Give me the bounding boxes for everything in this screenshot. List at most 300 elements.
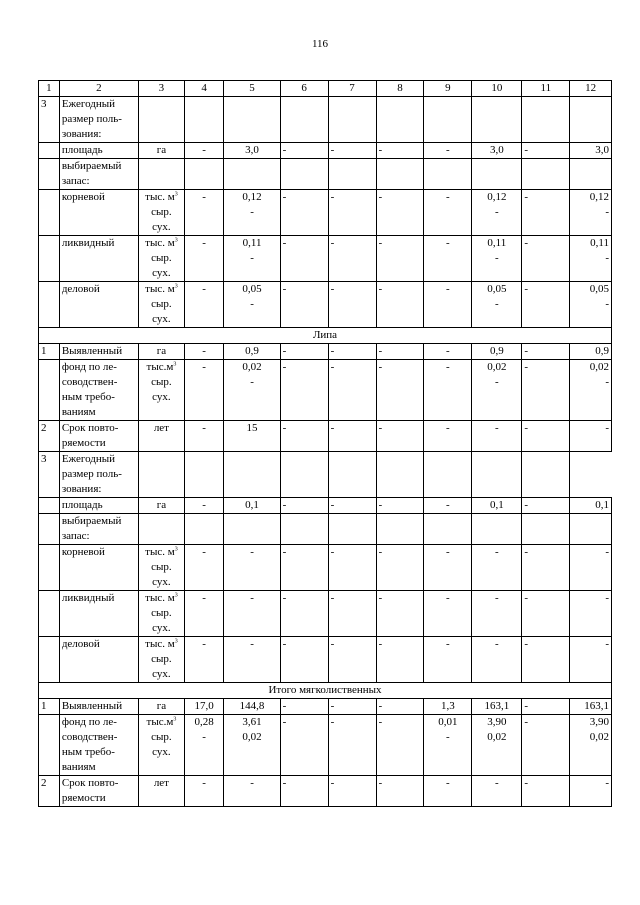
table-cell (424, 159, 472, 190)
cell-line: тыс. $м^3$ (145, 283, 178, 295)
column-header: 9 (424, 81, 472, 97)
cell-line: - (330, 144, 335, 156)
cell-line: ряемости (61, 792, 106, 804)
cell-line: $тыс.м^3$ (146, 361, 177, 373)
cell-line: корневой (61, 191, 105, 203)
cell-line: - (378, 345, 383, 357)
cell-line: 3,90 (589, 716, 609, 728)
cell-line: - (202, 499, 206, 511)
table-cell (424, 421, 472, 452)
cell-line: - (282, 638, 287, 650)
cell-line: 0,02 (487, 361, 507, 373)
table-row (39, 591, 612, 637)
cell-line: 0,9 (595, 345, 609, 357)
table-cell (570, 282, 612, 328)
cell-line: - (446, 638, 450, 650)
table-row (39, 776, 612, 807)
table-cell (472, 97, 522, 143)
cell-line: - (524, 546, 529, 558)
table-cell (139, 637, 185, 683)
table-cell (424, 344, 472, 360)
cell-line: - (282, 283, 287, 295)
table-cell (570, 637, 612, 683)
cell-line: 3,0 (489, 144, 504, 156)
table-cell (59, 159, 138, 190)
table-cell (59, 637, 138, 683)
column-header: 5 (224, 81, 280, 97)
table-cell (184, 236, 224, 282)
cell-line: - (524, 144, 529, 156)
table-cell (224, 360, 280, 421)
table-cell (139, 97, 185, 143)
cell-line: - (282, 777, 287, 789)
cell-line: тыс. $м^3$ (145, 191, 178, 203)
cell-line: сух. (152, 313, 171, 325)
table-cell (570, 97, 612, 143)
table-cell (139, 699, 185, 715)
column-header: 12 (570, 81, 612, 97)
table-row (39, 498, 612, 514)
table-cell (184, 143, 224, 159)
cell-line: - (202, 638, 206, 650)
cell-line: - (446, 731, 450, 743)
table-row (39, 699, 612, 715)
cell-line: - (378, 777, 383, 789)
cell-line: 0,9 (489, 345, 504, 357)
cell-line: - (446, 546, 450, 558)
cell-line: 0,02 (487, 731, 507, 743)
cell-line: сух. (152, 746, 171, 758)
table-cell (472, 637, 522, 683)
cell-line: - (378, 499, 383, 511)
cell-line: 3,0 (245, 144, 259, 156)
table-cell (328, 344, 376, 360)
table-cell (570, 143, 612, 159)
table-cell (184, 190, 224, 236)
cell-line: зования: (61, 128, 102, 140)
table-cell (59, 360, 138, 421)
cell-line: Выявленный (61, 345, 123, 357)
table-cell (570, 545, 612, 591)
table-cell (184, 591, 224, 637)
cell-line: соводствен- (61, 731, 118, 743)
table-cell (39, 545, 60, 591)
table-cell (424, 236, 472, 282)
table-cell (59, 282, 138, 328)
table-cell (424, 545, 472, 591)
cell-line: - (282, 237, 287, 249)
table-cell (472, 159, 522, 190)
cell-line: выбираемый (61, 160, 122, 172)
cell-line: 0,12 (242, 191, 262, 203)
table-cell (224, 637, 280, 683)
cell-line: - (282, 345, 287, 357)
table-cell (376, 498, 424, 514)
cell-line: - (378, 638, 383, 650)
table-cell (472, 344, 522, 360)
cell-line: - (446, 361, 450, 373)
table-cell (280, 344, 328, 360)
cell-line: - (250, 298, 254, 310)
cell-line: тыс. $м^3$ (145, 237, 178, 249)
page-number: 116 (311, 38, 329, 50)
cell-line: - (605, 298, 609, 310)
cell-line: - (282, 191, 287, 203)
table-cell (424, 498, 472, 514)
cell-line: 0,1 (489, 499, 504, 511)
cell-line: - (330, 283, 335, 295)
cell-line: - (282, 716, 287, 728)
table-cell (570, 344, 612, 360)
table-cell (184, 699, 224, 715)
cell-line: - (202, 422, 206, 434)
table-cell (184, 282, 224, 328)
cell-line: - (282, 144, 287, 156)
cell-line: Срок повто- (61, 422, 119, 434)
cell-line: 0,02 (589, 361, 609, 373)
cell-line: сыр. (151, 376, 172, 388)
cell-line: - (524, 638, 529, 650)
table-cell: 1 (39, 344, 60, 360)
cell-line: сыр. (151, 206, 172, 218)
table-cell (376, 591, 424, 637)
table-cell (570, 421, 612, 452)
table-cell (139, 498, 185, 514)
cell-line: 0,28 (194, 716, 214, 728)
table-cell (522, 97, 570, 143)
table-cell (522, 715, 570, 776)
column-header: 11 (522, 81, 570, 97)
cell-line: 163,1 (484, 700, 510, 712)
table-cell (522, 776, 570, 807)
table-cell (472, 143, 522, 159)
table-cell (424, 143, 472, 159)
cell-line: 3,90 (487, 716, 507, 728)
table-cell (522, 591, 570, 637)
cell-line: - (330, 422, 335, 434)
table-cell (224, 190, 280, 236)
table-cell (522, 421, 570, 452)
table-cell (39, 143, 60, 159)
cell-line: - (605, 422, 609, 434)
table-cell (280, 776, 328, 807)
cell-line: размер поль- (61, 113, 122, 125)
cell-line: сух. (152, 267, 171, 279)
table-cell (376, 699, 424, 715)
cell-line: сух. (152, 576, 171, 588)
cell-line: лет (153, 422, 169, 434)
table-cell (424, 452, 472, 498)
table-cell (139, 545, 185, 591)
table-row (39, 421, 612, 452)
table-cell (376, 282, 424, 328)
cell-line: - (282, 499, 287, 511)
table-cell (328, 591, 376, 637)
cell-line: сыр. (151, 731, 172, 743)
cell-line: площадь (61, 499, 103, 511)
table-cell (59, 591, 138, 637)
cell-line: сух. (152, 622, 171, 634)
table-cell (280, 236, 328, 282)
cell-line: - (378, 144, 383, 156)
cell-line: - (378, 191, 383, 203)
cell-line: запас: (61, 175, 90, 187)
table-cell (472, 514, 522, 545)
cell-line: - (202, 777, 206, 789)
table-cell (139, 159, 185, 190)
cell-line: 144,8 (239, 700, 265, 712)
cell-line: - (524, 361, 529, 373)
table-cell (328, 514, 376, 545)
cell-line: - (446, 191, 450, 203)
table-cell (280, 282, 328, 328)
cell-line: ваниям (61, 406, 96, 418)
table-cell (224, 143, 280, 159)
cell-line: - (378, 592, 383, 604)
cell-line: 0,02 (589, 731, 609, 743)
cell-line: ликвидный (61, 237, 115, 249)
table-cell (328, 715, 376, 776)
column-header: 4 (184, 81, 224, 97)
table-cell (139, 282, 185, 328)
cell-line: - (378, 546, 383, 558)
cell-line: - (446, 499, 450, 511)
cell-line: $тыс.м^3$ (146, 716, 177, 728)
table-cell (139, 591, 185, 637)
cell-line: тыс. $м^3$ (145, 592, 178, 604)
table-cell (328, 776, 376, 807)
cell-line: - (524, 499, 529, 511)
section-row (39, 328, 612, 344)
table-cell (184, 421, 224, 452)
table-cell (59, 715, 138, 776)
table-cell (39, 637, 60, 683)
cell-line: - (282, 546, 287, 558)
cell-line: - (250, 777, 254, 789)
cell-line: - (202, 592, 206, 604)
cell-line: - (330, 700, 335, 712)
cell-line: 0,11 (590, 237, 609, 249)
cell-line: - (282, 361, 287, 373)
table-cell (424, 190, 472, 236)
table-cell (424, 360, 472, 421)
table-cell (139, 190, 185, 236)
cell-line: - (378, 283, 383, 295)
table-cell (59, 545, 138, 591)
cell-line: сыр. (151, 653, 172, 665)
table-row (39, 190, 612, 236)
cell-line: сыр. (151, 298, 172, 310)
table-cell (376, 97, 424, 143)
table-cell (59, 236, 138, 282)
cell-line: - (330, 592, 335, 604)
cell-line: 17,0 (194, 700, 214, 712)
table-cell (224, 282, 280, 328)
cell-line: 3,61 (242, 716, 262, 728)
table-cell (139, 143, 185, 159)
table-row (39, 143, 612, 159)
section-title: Липа (39, 328, 612, 344)
cell-line: - (250, 638, 254, 650)
cell-line: Ежегодный (61, 98, 116, 110)
table-cell: 2 (39, 421, 60, 452)
table-cell (522, 190, 570, 236)
cell-line: - (524, 700, 529, 712)
cell-line: Ежегодный (61, 453, 116, 465)
table-cell (522, 159, 570, 190)
table-cell (59, 452, 138, 498)
cell-line: - (282, 700, 287, 712)
cell-line: - (524, 191, 529, 203)
table-cell (224, 498, 280, 514)
cell-line: сыр. (151, 561, 172, 573)
cell-line: - (330, 237, 335, 249)
cell-line: - (495, 638, 499, 650)
table-cell (59, 421, 138, 452)
table-cell (59, 190, 138, 236)
cell-line: - (330, 345, 335, 357)
cell-line: 0,05 (242, 283, 262, 295)
table-cell (39, 360, 60, 421)
table-cell (328, 282, 376, 328)
table-cell (280, 699, 328, 715)
table-cell (570, 514, 612, 545)
table-cell: 2 (39, 776, 60, 807)
table-cell (328, 498, 376, 514)
cell-line: - (495, 592, 499, 604)
cell-line: га (156, 499, 167, 511)
table-cell (522, 236, 570, 282)
cell-line: - (330, 638, 335, 650)
column-header: 10 (472, 81, 522, 97)
table-cell (328, 236, 376, 282)
table-cell (472, 236, 522, 282)
cell-line: 0,02 (242, 361, 262, 373)
cell-line: тыс. $м^3$ (145, 546, 178, 558)
cell-line: - (605, 592, 609, 604)
table-cell (328, 143, 376, 159)
column-header: 2 (59, 81, 138, 97)
cell-line: - (446, 237, 450, 249)
cell-line: 3,0 (595, 144, 609, 156)
table-cell (570, 591, 612, 637)
table-cell (139, 715, 185, 776)
cell-line: - (250, 546, 254, 558)
table-cell (570, 236, 612, 282)
cell-line: - (446, 283, 450, 295)
table-cell (472, 421, 522, 452)
table-cell (376, 143, 424, 159)
cell-line: размер поль- (61, 468, 122, 480)
table-cell (184, 637, 224, 683)
table-cell (184, 776, 224, 807)
table-cell (39, 190, 60, 236)
cell-line: 1,3 (441, 700, 455, 712)
table-cell (280, 190, 328, 236)
table-cell (59, 498, 138, 514)
section-title: Итого мягколиственных (39, 683, 612, 699)
cell-line: - (202, 731, 206, 743)
table-cell (280, 143, 328, 159)
table-cell (376, 360, 424, 421)
table-cell (328, 452, 376, 498)
cell-line: - (524, 345, 529, 357)
table-row (39, 637, 612, 683)
table-cell (280, 452, 328, 498)
cell-line: - (605, 638, 609, 650)
forest-use-table (38, 80, 612, 807)
table-cell (280, 637, 328, 683)
table-row (39, 344, 612, 360)
table-cell (522, 514, 570, 545)
table-cell (522, 637, 570, 683)
table-cell (184, 344, 224, 360)
table-cell (472, 190, 522, 236)
cell-line: 15 (246, 422, 258, 434)
table-cell (139, 776, 185, 807)
table-cell (184, 715, 224, 776)
table-cell (59, 344, 138, 360)
cell-line: - (495, 206, 499, 218)
cell-line: - (202, 283, 206, 295)
cell-line: зования: (61, 483, 102, 495)
cell-line: - (378, 700, 383, 712)
column-header: 3 (139, 81, 185, 97)
table-cell (570, 498, 612, 514)
table-cell (280, 715, 328, 776)
table-cell (280, 159, 328, 190)
cell-line: - (330, 499, 335, 511)
table-cell (376, 452, 424, 498)
table-cell (376, 637, 424, 683)
cell-line: - (202, 546, 206, 558)
table-cell (376, 776, 424, 807)
table-cell (224, 545, 280, 591)
cell-line: 0,11 (487, 237, 507, 249)
cell-line: ликвидный (61, 592, 115, 604)
table-cell (376, 236, 424, 282)
table-cell (472, 591, 522, 637)
table-cell (184, 97, 224, 143)
table-cell (570, 360, 612, 421)
cell-line: сыр. (151, 607, 172, 619)
cell-line: сух. (152, 221, 171, 233)
table-cell (328, 360, 376, 421)
table-cell (424, 776, 472, 807)
cell-line: - (524, 237, 529, 249)
table-cell (139, 236, 185, 282)
table-cell (184, 514, 224, 545)
cell-line: - (250, 252, 254, 264)
table-row (39, 360, 612, 421)
table-row (39, 715, 612, 776)
cell-line: - (330, 361, 335, 373)
column-header: 7 (328, 81, 376, 97)
cell-line: - (495, 376, 499, 388)
cell-line: Срок повто- (61, 777, 119, 789)
cell-line: 0,9 (245, 345, 259, 357)
table-cell (522, 360, 570, 421)
table-row (39, 236, 612, 282)
cell-line: - (378, 422, 383, 434)
table-cell (376, 514, 424, 545)
column-header: 6 (280, 81, 328, 97)
table-cell (472, 498, 522, 514)
cell-line: - (446, 144, 450, 156)
table-cell (59, 514, 138, 545)
cell-line: - (202, 144, 206, 156)
cell-line: га (156, 345, 167, 357)
